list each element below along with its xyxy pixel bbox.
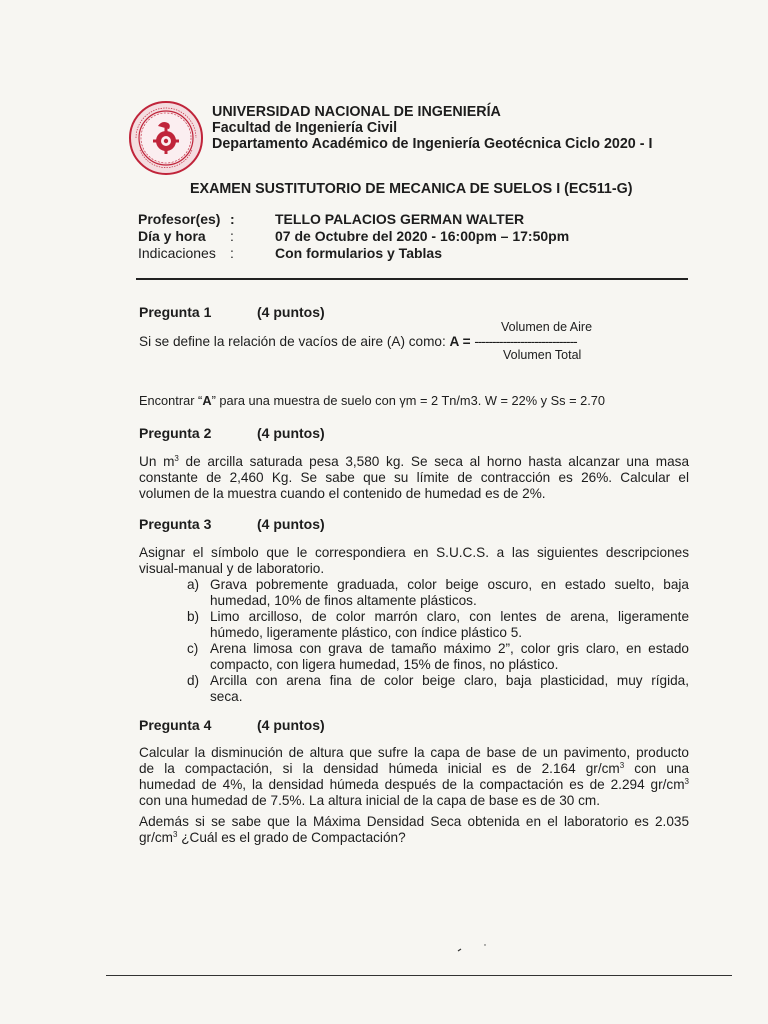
date-colon: : — [230, 228, 234, 244]
professor-colon: : — [230, 211, 235, 227]
question-4-title: Pregunta 4 — [139, 717, 212, 733]
question-4-statement: Calcular la disminución de altura que sufre la capa de base de un pavimento, producto de la compactación, si la densidad húmeda inicial es de 2.164 $gr/cm^3$ con una humedad de 4%, la densidad húmeda después de la compactación es de 2.294 $gr/cm^3$ con una humedad de 7.5%. La altura inicial de la capa de base es de 30 cm. — [139, 745, 690, 808]
question-1-points: (4 puntos) — [257, 304, 325, 320]
indications-colon: : — [230, 245, 234, 261]
department-name: Departamento Académico de Ingeniería Geotécnica Ciclo 2020 - I — [212, 136, 653, 152]
header-divider — [136, 278, 688, 280]
definition-text: Si se define la relación de vacíos de aire (A) como: — [139, 334, 450, 349]
list-item: a) Grava pobremente graduada, color beige oscuro, en estado suelto, baja humedad, 10% de finos altamente plásticos. — [187, 577, 689, 608]
date-value: 07 de Octubre del 2020 - 16:00pm – 17:50pm — [275, 228, 570, 244]
scan-specks — [456, 943, 496, 953]
question-1-heading — [139, 304, 325, 320]
question-4-heading — [139, 717, 325, 733]
question-2-heading — [139, 425, 325, 441]
fraction-definition — [139, 334, 577, 349]
question-2-title: Pregunta 2 — [139, 425, 212, 441]
question-3-heading — [139, 516, 325, 532]
fraction-numerator: Volumen de Aire — [501, 320, 593, 334]
fraction-bar: ----------------------------- — [474, 334, 577, 349]
footer-divider — [106, 975, 732, 976]
university-name: UNIVERSIDAD NACIONAL DE INGENIERÍA — [212, 104, 501, 120]
question-3-intro: Asignar el símbolo que le correspondiera en S.U.C.S. a las siguientes descripciones visual-manual y de laboratorio. — [139, 545, 689, 576]
professor-value: TELLO PALACIOS GERMAN WALTER — [275, 211, 525, 227]
list-item: d) Arcilla con arena fina de color beige claro, baja plasticidad, muy rígida, seca. — [187, 673, 689, 704]
fraction-denominator: Volumen Total — [503, 348, 582, 362]
list-item: b) Limo arcilloso, de color marrón claro, con lentes de arena, ligeramente húmedo, ligeramente plástico, con índice plástico 5. — [187, 609, 689, 640]
date-label: Día y hora — [138, 228, 206, 244]
university-seal-icon — [128, 100, 204, 176]
indications-value: Con formularios y Tablas — [275, 245, 442, 261]
institution-header — [212, 104, 652, 152]
exam-title: EXAMEN SUSTITUTORIO DE MECANICA DE SUELOS I (EC511-G) — [190, 181, 633, 197]
question-1-title: Pregunta 1 — [139, 304, 212, 320]
question-4-points: (4 puntos) — [257, 717, 325, 733]
faculty-name: Facultad de Ingeniería Civil — [212, 120, 398, 136]
question-1-statement: Encontrar “A” para una muestra de suelo con γm = 2 Tn/m3. W = 22% y Ss = 2.70 — [139, 393, 606, 408]
question-3-title: Pregunta 3 — [139, 516, 212, 532]
list-item: c) Arena limosa con grava de tamaño máximo 2”, color gris claro, en estado compacto, con ligera humedad, 15% de finos, no plástico. — [187, 641, 689, 672]
question-3-list — [139, 577, 689, 705]
question-2-points: (4 puntos) — [257, 425, 325, 441]
question-3-points: (4 puntos) — [257, 516, 325, 532]
professor-label: Profesor(es) — [138, 211, 221, 227]
definition-symbol: A = — [449, 334, 471, 349]
question-2-statement: Un $m^3$ de arcilla saturada pesa 3,580 kg. Se seca al horno hasta alcanzar una masa constante de 2,460 Kg. Se sabe que su límite de contracción es 26%. Calcular el volumen de la muestra cuando el contenido de humedad es de 2%. — [139, 454, 689, 501]
question-4-followup: Además si se sabe que la Máxima Densidad Seca obtenida en el laboratorio es 2.035 $gr/cm^3$ ¿Cuál es el grado de Compactación? — [139, 814, 689, 845]
indications-label: Indicaciones — [138, 245, 216, 261]
